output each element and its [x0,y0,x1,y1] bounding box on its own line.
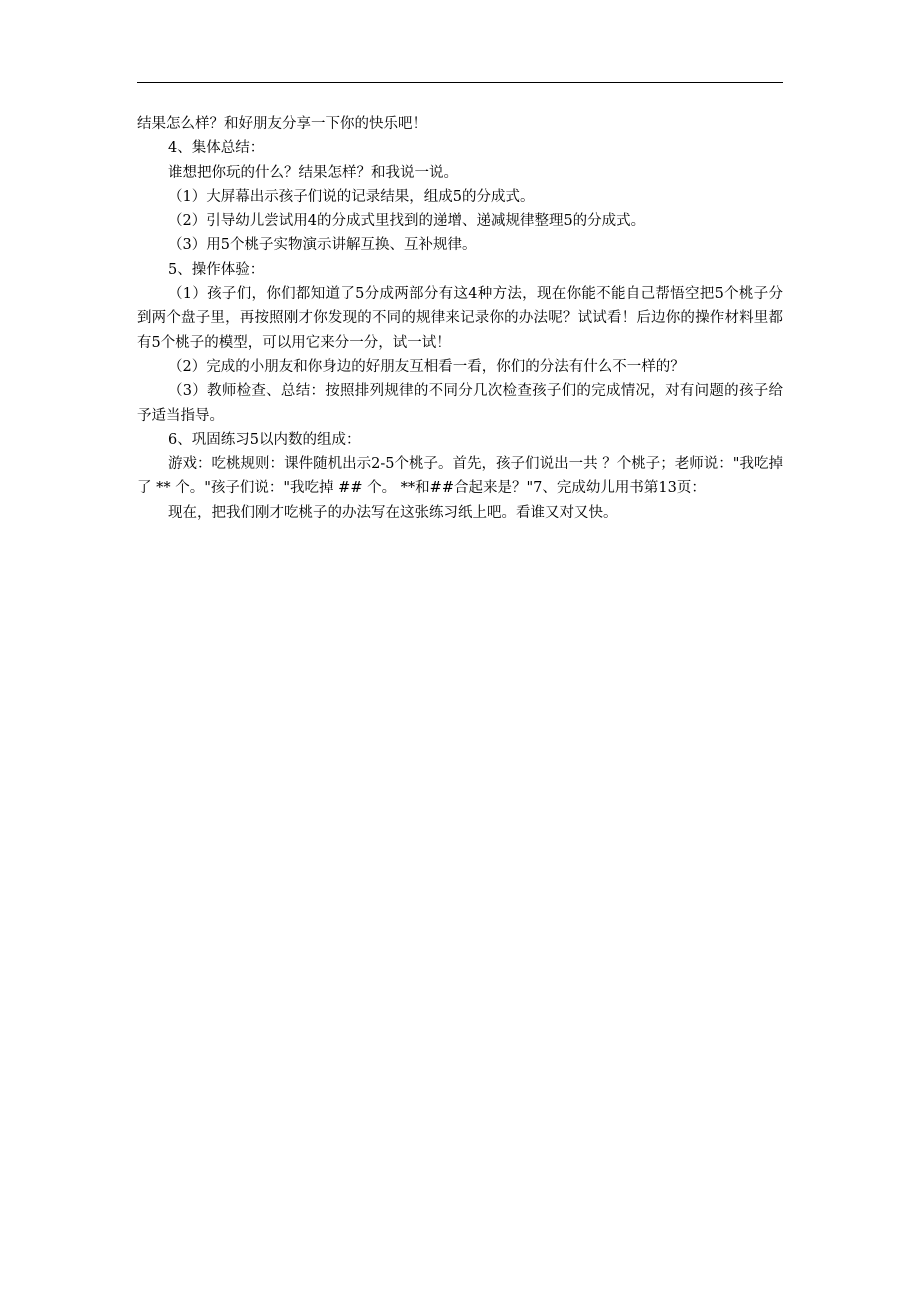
section-heading: 6、巩固练习5以内数的组成： [168,431,361,448]
paragraph: 结果怎么样？和好朋友分享一下你的快乐吧！ [137,116,427,132]
list-item: （3）教师检查、总结：按照排列规律的不同分几次检查孩子们的完成情况，对有问题的孩子给予适当指导。 [137,383,783,424]
paragraph: 现在，把我们刚才吃桃子的办法写在这张练习纸上吧。看谁又对又快。 [168,504,618,521]
section-heading: 5、操作体验： [168,261,265,278]
list-item: （2）引导幼儿尝试用4的分成式里找到的递增、递减规律整理5的分成式。 [168,213,646,230]
document-body [137,112,783,525]
paragraph: 谁想把你玩的什么？结果怎样？和我说一说。 [168,164,458,181]
list-item: （1）大屏幕出示孩子们说的记录结果，组成5的分成式。 [168,188,535,205]
list-item: （3）用5个桃子实物演示讲解互换、互补规律。 [168,237,477,254]
paragraph: 游戏：吃桃规则：课件随机出示2-5个桃子。首先，孩子们说出一共 ？个桃子；老师说："我吃掉了 ** 个。"孩子们说："我吃掉 ## 个。 **和##合起来是？"7、完成幼儿用书第13页： [137,456,783,497]
list-item: （2）完成的小朋友和你身边的好朋友互相看一看，你们的分法有什么不一样的？ [168,358,685,375]
header-rule [137,82,783,83]
list-item: （1）孩子们，你们都知道了5分成两部分有这4种方法，现在你能不能自己帮悟空把5个桃子分到两个盘子里，再按照刚才你发现的不同的规律来记录你的办法呢？试试看！后边你的操作材料里都有5个桃子的模型，可以用它来分一分，试一试！ [137,286,783,351]
section-heading: 4、集体总结： [168,140,265,157]
